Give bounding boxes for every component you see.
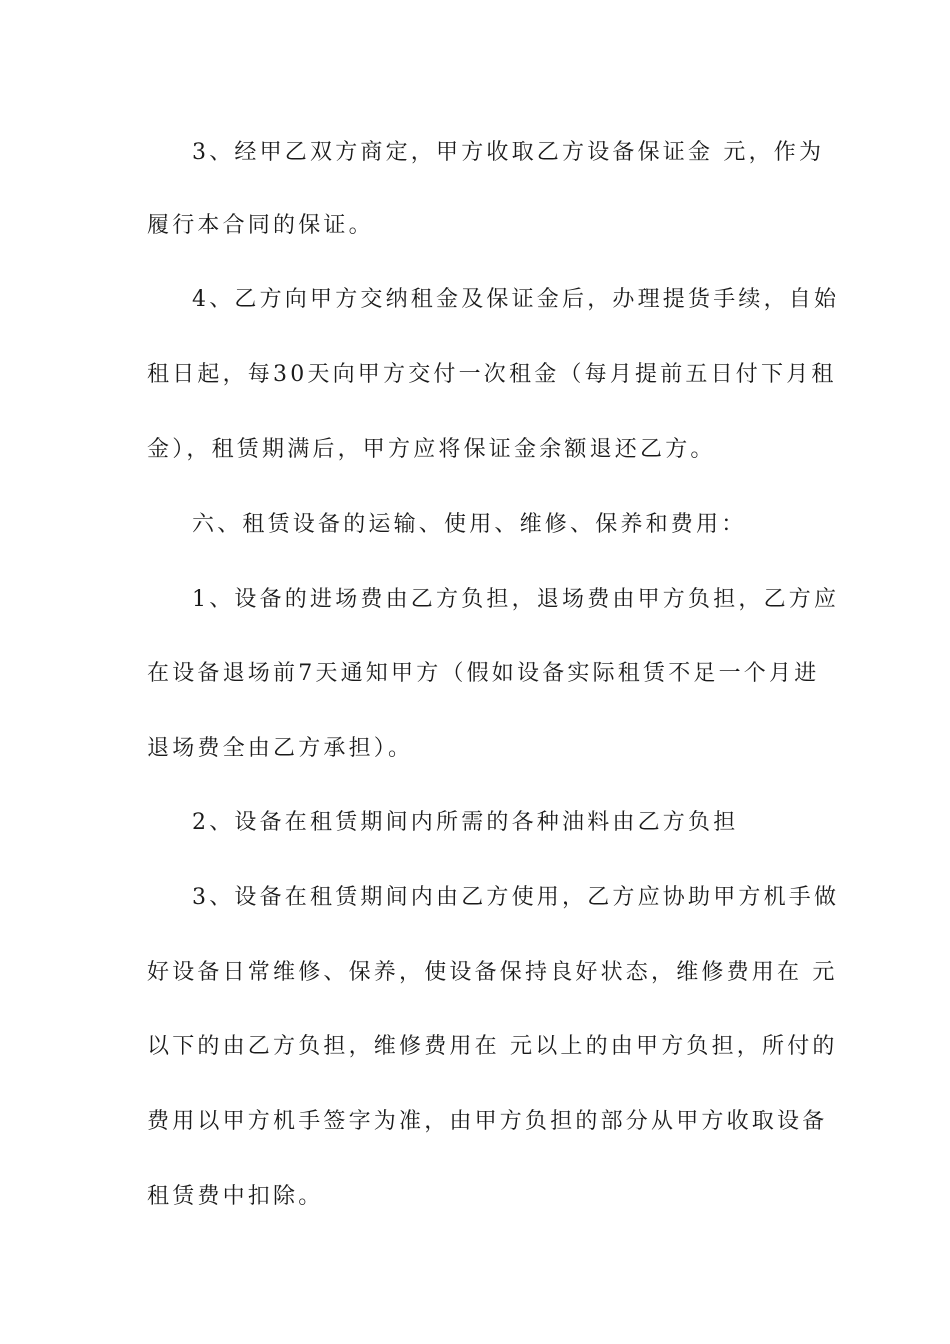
- paragraph-rent-line-1: 4、乙方向甲方交纳租金及保证金后，办理提货手续，自始: [192, 287, 840, 312]
- paragraph-maintenance-line-2: 好设备日常维修、保养，使设备保持良好状态，维修费用在 元: [147, 960, 838, 985]
- paragraph-fuel-line-1: 2、设备在租赁期间内所需的各种油料由乙方负担: [192, 810, 739, 835]
- paragraph-rent-line-3: 金），租赁期满后，甲方应将保证金余额退还乙方。: [147, 437, 716, 462]
- paragraph-transport-line-2: 在设备退场前7天通知甲方（假如设备实际租赁不足一个月进: [147, 661, 820, 686]
- paragraph-maintenance-line-5: 租赁费中扣除。: [147, 1184, 324, 1209]
- paragraph-maintenance-line-1: 3、设备在租赁期间内由乙方使用，乙方应协助甲方机手做: [192, 885, 840, 910]
- paragraph-maintenance-line-3: 以下的由乙方负担，维修费用在 元以上的由甲方负担，所付的: [147, 1034, 838, 1059]
- paragraph-transport-line-3: 退场费全由乙方承担）。: [147, 736, 414, 761]
- paragraph-deposit-line-1: 3、经甲乙双方商定，甲方收取乙方设备保证金 元，作为: [192, 140, 825, 165]
- paragraph-maintenance-line-4: 费用以甲方机手签字为准，由甲方负担的部分从甲方收取设备: [147, 1109, 828, 1134]
- paragraph-rent-line-2: 租日起，每30天向甲方交付一次租金（每月提前五日付下月租: [147, 362, 837, 387]
- paragraph-transport-line-1: 1、设备的进场费由乙方负担，退场费由甲方负担，乙方应: [192, 587, 840, 612]
- paragraph-deposit-line-2: 履行本合同的保证。: [147, 213, 374, 238]
- section-heading-6: 六、租赁设备的运输、使用、维修、保养和费用：: [192, 512, 747, 537]
